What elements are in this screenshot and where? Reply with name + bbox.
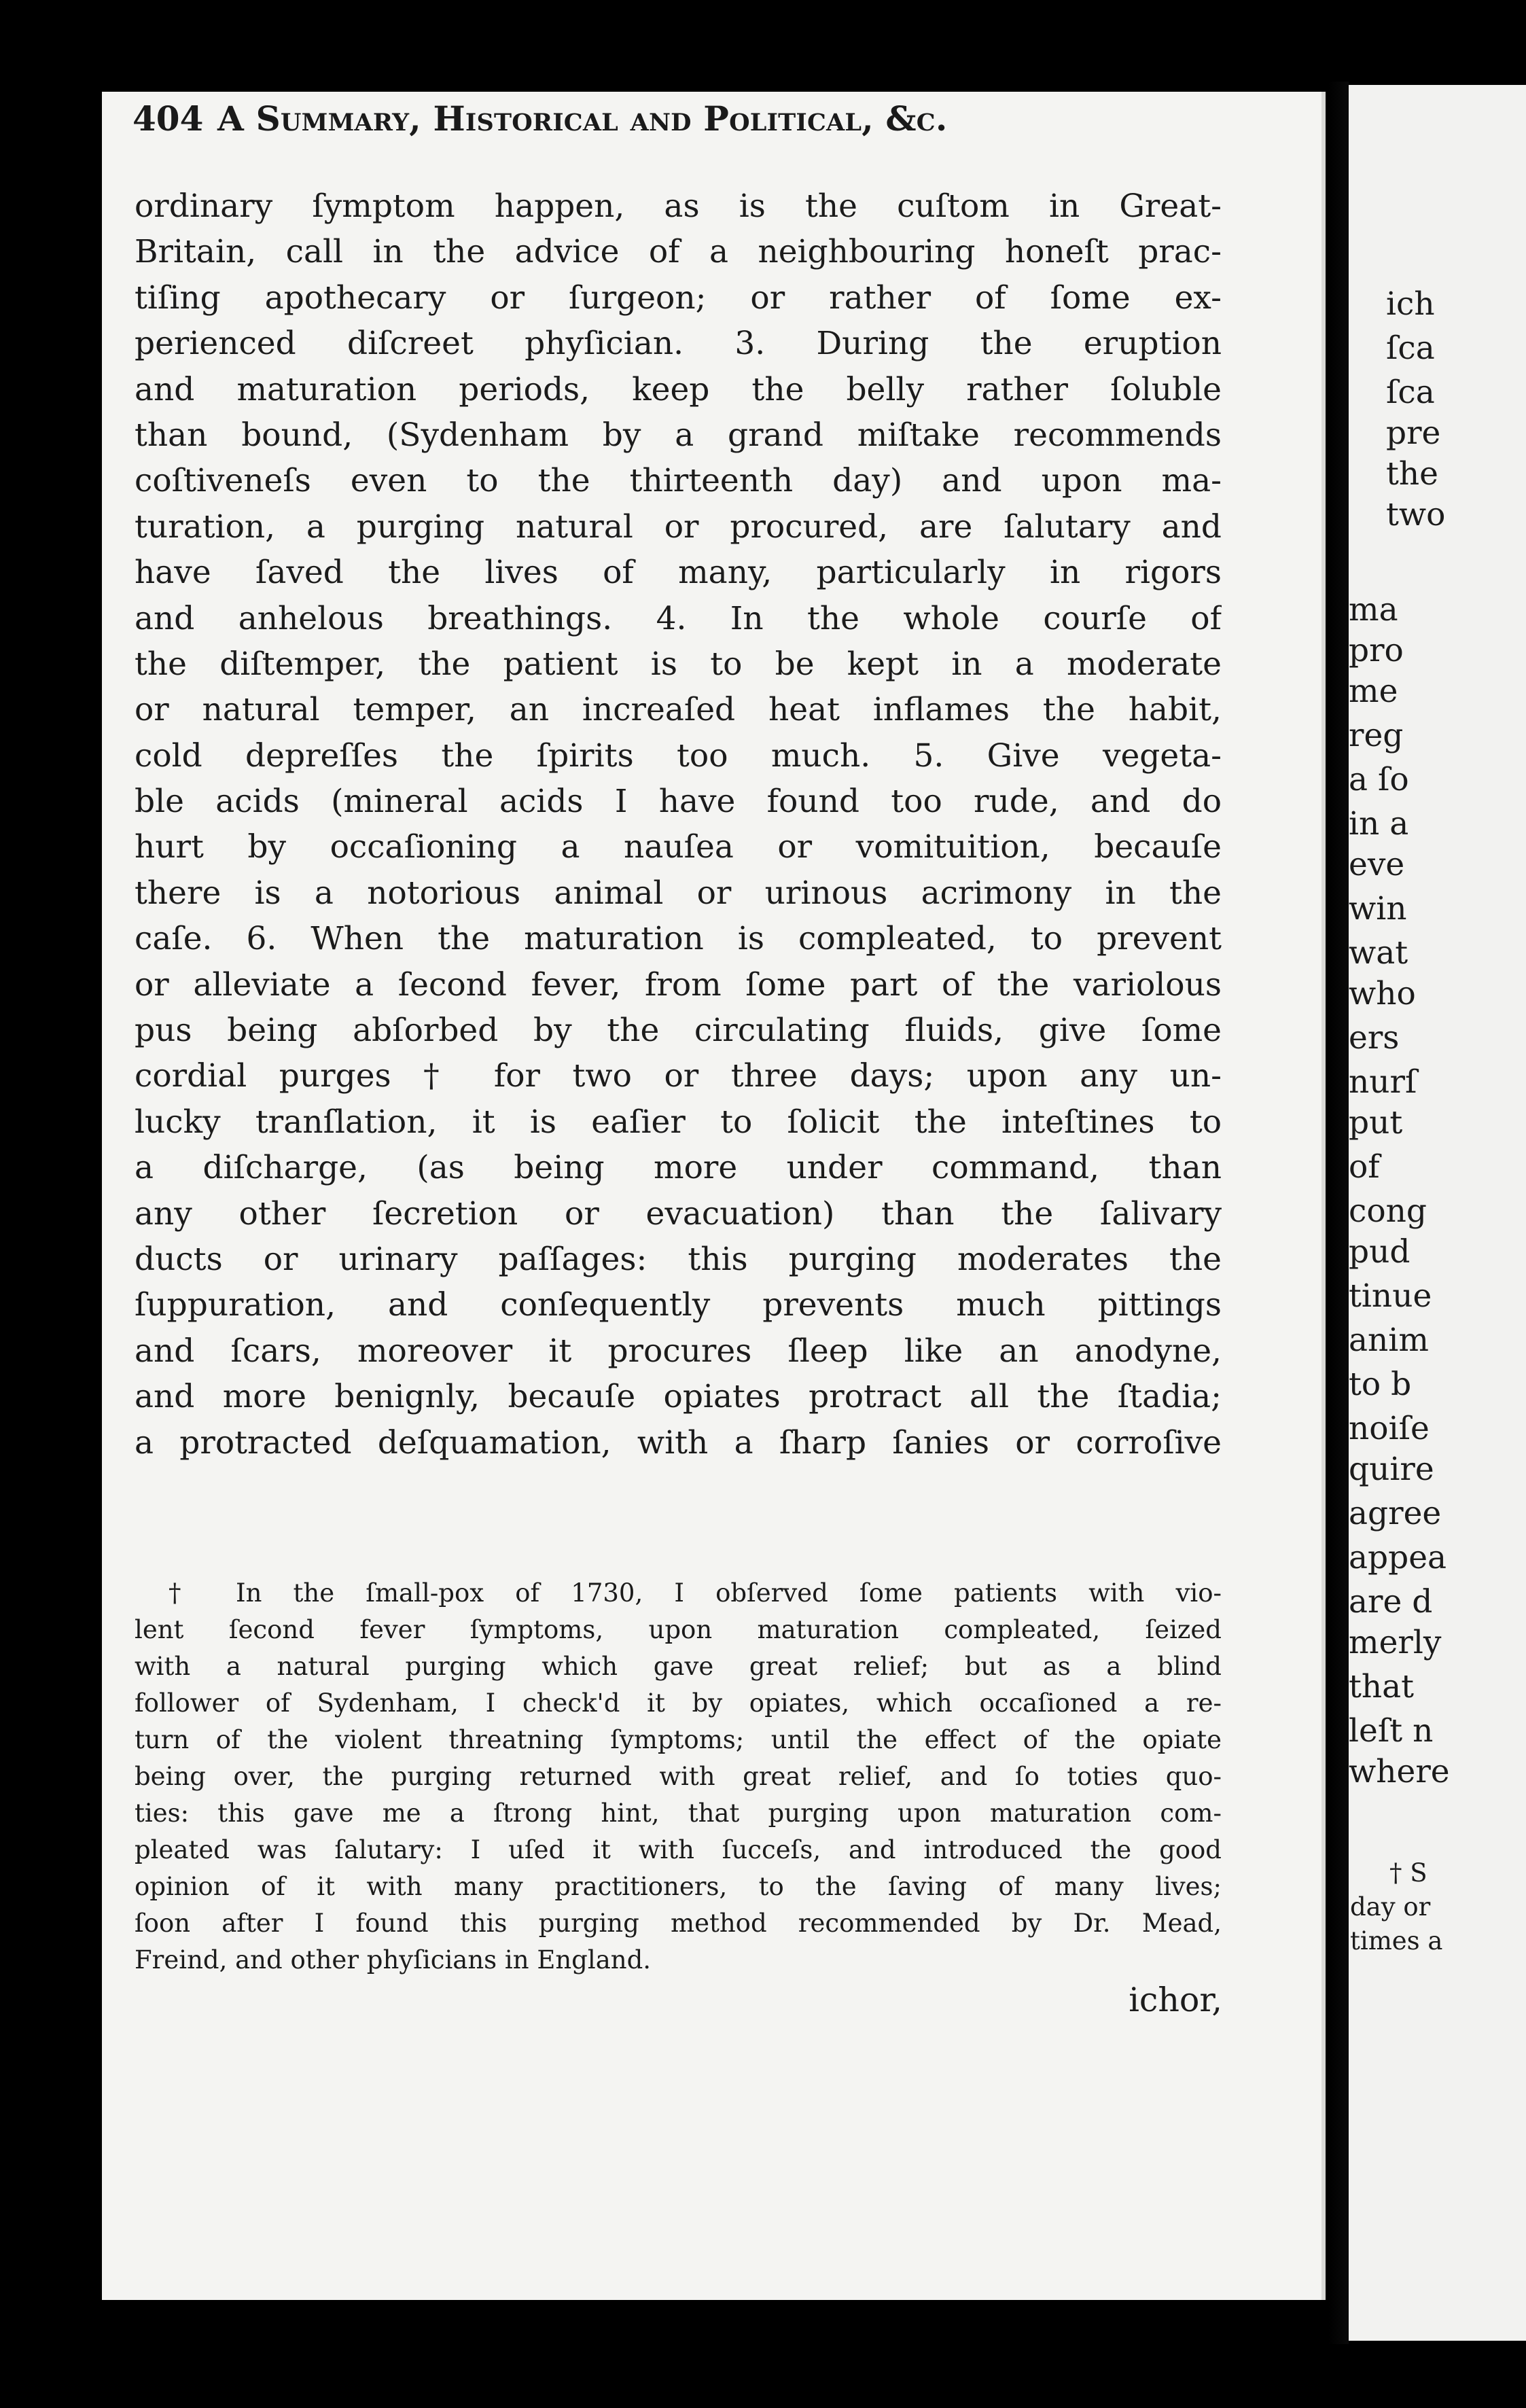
footnote-line: Freind, and other phyſicians in England. (135, 1945, 652, 1975)
adjacent-text-fragment: where (1349, 1753, 1450, 1790)
adjacent-text-fragment: eve (1349, 846, 1405, 883)
adjacent-text-fragment: pud (1349, 1233, 1410, 1271)
adjacent-text-fragment: win (1349, 890, 1407, 927)
footnote-line: † In the ſmall-pox of 1730, I obſerved ſome patients with vio- (168, 1578, 1222, 1608)
adjacent-footnote-fragment: day or (1350, 1892, 1431, 1922)
footnote-line: lent ſecond fever ſymptoms, upon maturation compleated, ſeized (135, 1615, 1222, 1644)
text-line: perienced diſcreet phyſician. 3. During the eruption (135, 325, 1222, 363)
adjacent-text-fragment: pro (1349, 632, 1404, 669)
adjacent-text-fragment: cong (1349, 1192, 1427, 1230)
text-line: the diſtemper, the patient is to be kept in a moderate (135, 645, 1222, 683)
adjacent-text-fragment: ſca (1386, 374, 1435, 411)
adjacent-text-fragment: ſca (1386, 330, 1435, 367)
footnote-line: pleated was ſalutary: I uſed it with ſucceſs, and introduced the good (135, 1835, 1222, 1864)
text-line: ducts or urinary paſſages: this purging moderates the (135, 1240, 1222, 1278)
page-number: 404 (132, 99, 204, 139)
adjacent-text-fragment: me (1349, 673, 1398, 710)
text-line: and maturation periods, keep the belly rather ſoluble (135, 370, 1222, 408)
text-line: have ſaved the lives of many, particularly in rigors (135, 554, 1222, 592)
adjacent-text-fragment: are d (1349, 1583, 1433, 1621)
adjacent-text-fragment: that (1349, 1668, 1415, 1705)
adjacent-text-fragment: noiſe (1349, 1410, 1430, 1447)
text-line: coſtiveneſs even to the thirteenth day) and upon ma- (135, 462, 1222, 500)
text-line: pus being abſorbed by the circulating fluids, give ſome (135, 1012, 1222, 1050)
adjacent-footnote-fragment: † S (1389, 1858, 1427, 1888)
adjacent-text-fragment: of (1349, 1148, 1380, 1186)
text-line: caſe. 6. When the maturation is compleated, to prevent (135, 920, 1222, 958)
text-line: hurt by occaſioning a nauſea or vomituition, becauſe (135, 828, 1222, 866)
adjacent-footnote-fragment: times a (1350, 1926, 1443, 1955)
adjacent-text-fragment: ma (1349, 591, 1398, 628)
text-line: lucky tranſlation, it is eaſier to ſolicit the inteſtines to (135, 1103, 1222, 1141)
footnote-line: with a natural purging which gave great relief; but as a blind (135, 1652, 1222, 1681)
adjacent-text-fragment: leſt n (1349, 1712, 1434, 1750)
adjacent-text-fragment: wat (1349, 934, 1408, 972)
footnote-block (135, 1575, 1222, 1979)
footnote-line: follower of Sydenham, I check'd it by opiates, which occaſioned a re- (135, 1688, 1222, 1718)
gutter (1328, 82, 1349, 2344)
running-head (132, 99, 1206, 160)
adjacent-text-fragment: ers (1349, 1019, 1400, 1057)
text-line: than bound, (Sydenham by a grand miſtake recommends (135, 416, 1222, 454)
text-line: cordial purges † for two or three days; upon any un- (135, 1057, 1222, 1095)
adjacent-text-fragment: to b (1349, 1366, 1412, 1403)
text-line: and anhelous breathings. 4. In the whole courſe of (135, 599, 1222, 637)
main-text-block (135, 183, 1222, 1466)
text-line: any other ſecretion or evacuation) than the ſalivary (135, 1194, 1222, 1233)
text-line: there is a notorious animal or urinous acrimony in the (135, 874, 1222, 912)
running-title: A Summary, Historical and Political, &c. (217, 99, 948, 139)
adjacent-text-fragment: put (1349, 1104, 1403, 1141)
text-line: turation, a purging natural or procured, are ſalutary and (135, 508, 1222, 546)
adjacent-text-fragment: reg (1349, 717, 1404, 754)
text-line: ble acids (mineral acids I have found too rude, and do (135, 783, 1222, 821)
adjacent-text-fragment: a ſo (1349, 761, 1409, 798)
adjacent-text-fragment: ich (1386, 285, 1435, 323)
footnote-line: turn of the violent threatning ſymptoms; until the effect of the opiate (135, 1725, 1222, 1754)
text-line: a protracted deſquamation, with a ſharp ſanies or corroſive (135, 1423, 1222, 1462)
adjacent-text-fragment: appea (1349, 1539, 1447, 1576)
adjacent-page (1349, 85, 1526, 2341)
adjacent-text-fragment: merly (1349, 1624, 1442, 1661)
adjacent-text-fragment: the (1386, 455, 1438, 493)
text-line: Britain, call in the advice of a neighbouring honeſt prac- (135, 233, 1222, 271)
text-line: cold depreſſes the ſpirits too much. 5. Give vegeta- (135, 737, 1222, 775)
adjacent-text-fragment: two (1386, 496, 1446, 533)
adjacent-text-fragment: pre (1386, 414, 1441, 452)
adjacent-text-fragment: agree (1349, 1495, 1442, 1532)
text-line: ordinary ſymptom happen, as is the cuſtom in Great- (135, 188, 1222, 225)
footnote-line: ſoon after I found this purging method recommended by Dr. Mead, (135, 1909, 1222, 1938)
text-line: tiſing apothecary or ſurgeon; or rather of ſome ex- (135, 279, 1222, 317)
text-line: and ſcars, moreover it procures ſleep like an anodyne, (135, 1332, 1222, 1370)
text-line: or natural temper, an increaſed heat inflames the habit, (135, 691, 1222, 729)
adjacent-text-fragment: nurſ (1349, 1063, 1417, 1101)
adjacent-text-fragment: tinue (1349, 1277, 1432, 1315)
text-line: a diſcharge, (as being more under command, than (135, 1149, 1222, 1187)
footnote-line: opinion of it with many practitioners, to the ſaving of many lives; (135, 1872, 1222, 1901)
adjacent-text-fragment: quire (1349, 1451, 1434, 1488)
text-line: ſuppuration, and conſequently prevents much pittings (135, 1286, 1222, 1324)
footnote-line: ties: this gave me a ſtrong hint, that purging upon maturation com- (135, 1799, 1222, 1828)
adjacent-text-fragment: who (1349, 975, 1416, 1012)
text-line: and more benignly, becauſe opiates protract all the ſtadia; (135, 1378, 1222, 1416)
text-line: or alleviate a ſecond fever, from ſome part of the variolous (135, 966, 1222, 1004)
catchword: ichor, (1129, 1981, 1222, 2019)
adjacent-text-fragment: in a (1349, 805, 1409, 843)
footnote-line: being over, the purging returned with great relief, and ſo toties quo- (135, 1762, 1222, 1791)
adjacent-text-fragment: anim (1349, 1322, 1429, 1359)
